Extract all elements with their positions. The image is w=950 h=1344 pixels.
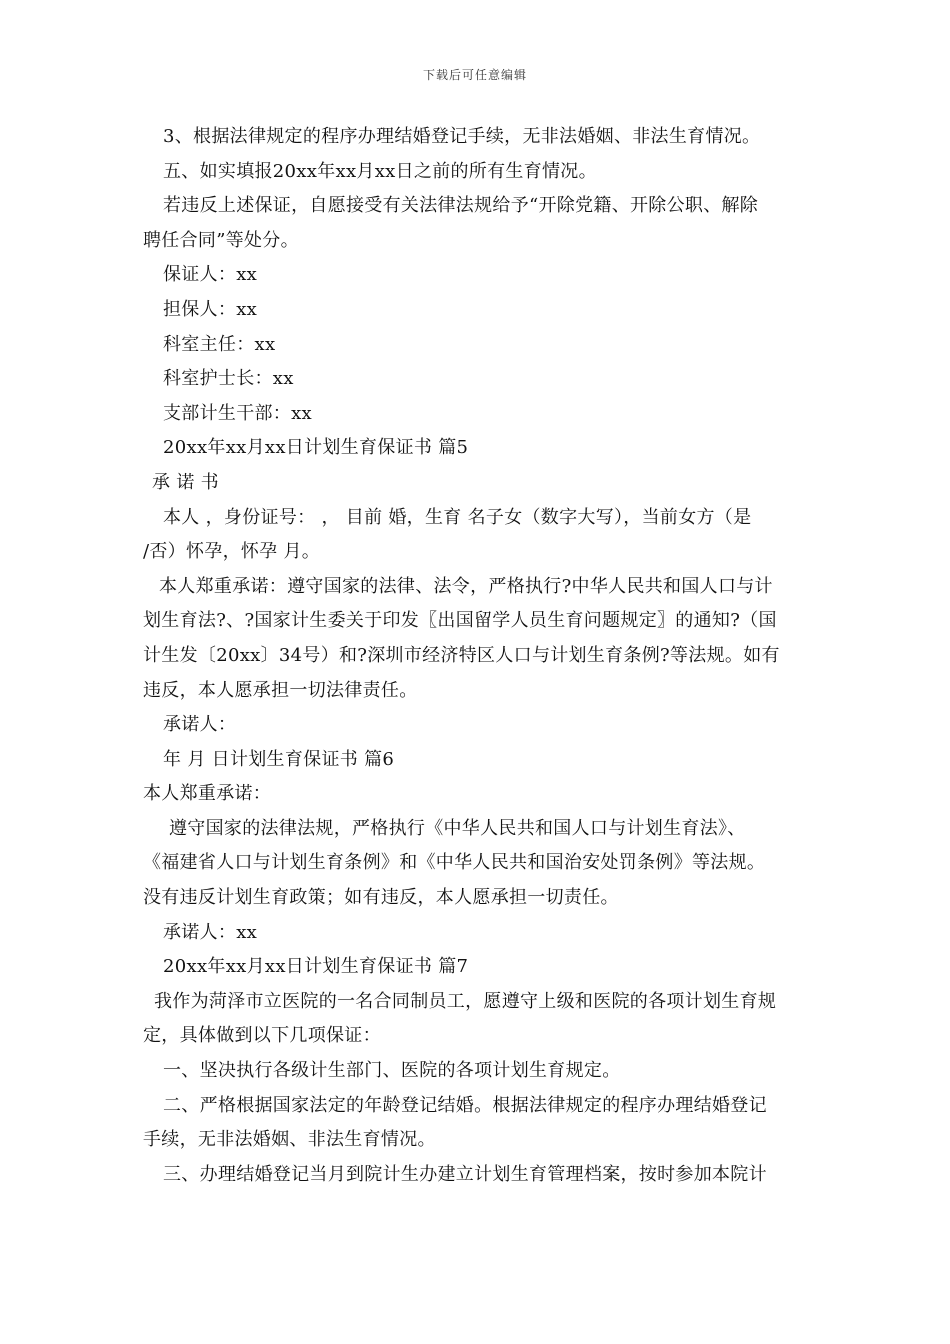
signature-line: 保证人：xx <box>163 264 258 286</box>
section-title: 承 诺 书 <box>152 471 219 493</box>
signature-line: 支部计生干部：xx <box>163 402 313 424</box>
paragraph-line: 划生育法?、?国家计生委关于印发〖出国留学人员生育问题规定〗的通知?（国 <box>143 610 777 632</box>
paragraph-line: /否）怀孕，怀孕 月。 <box>143 541 321 563</box>
paragraph-line: 定，具体做到以下几项保证： <box>143 1025 381 1047</box>
document-body <box>143 120 811 1192</box>
paragraph-line: 计生发〔20xx〕34号）和?深圳市经济特区人口与计划生育条例?等法规。如有 <box>143 644 780 666</box>
section-heading: 20xx年xx月xx日计划生育保证书 篇5 <box>163 437 469 459</box>
section-heading: 年 月 日计划生育保证书 篇6 <box>163 748 395 770</box>
paragraph-line: 五、如实填报20xx年xx月xx日之前的所有生育情况。 <box>163 160 597 182</box>
paragraph-line: 手续，无非法婚姻、非法生育情况。 <box>143 1129 436 1151</box>
paragraph-line: 本人郑重承诺： <box>143 783 272 805</box>
signature-line: 科室主任：xx <box>163 333 276 355</box>
section-heading: 20xx年xx月xx日计划生育保证书 篇7 <box>163 956 469 978</box>
paragraph-line: 一、坚决执行各级计生部门、医院的各项计划生育规定。 <box>163 1060 621 1082</box>
paragraph-line: 违反，本人愿承担一切法律责任。 <box>143 679 418 701</box>
signature-line: 承诺人：xx <box>163 921 258 943</box>
paragraph-line: 遵守国家的法律法规，严格执行《中华人民共和国人口与计划生育法》、 <box>169 817 746 839</box>
signature-line: 承诺人： <box>163 714 237 736</box>
paragraph-line: 没有违反计划生育政策；如有违反，本人愿承担一切责任。 <box>143 887 619 909</box>
signature-line: 担保人：xx <box>163 298 258 320</box>
paragraph-line: 《福建省人口与计划生育条例》和《中华人民共和国治安处罚条例》等法规。 <box>143 852 766 874</box>
page-header-note: 下载后可任意编辑 <box>422 68 527 82</box>
paragraph-line: 3、根据法律规定的程序办理结婚登记手续，无非法婚姻、非法生育情况。 <box>163 126 761 147</box>
paragraph-line: 本人 ，身份证号： ， 目前 婚，生育 名子女（数字大写），当前女方（是 <box>163 506 752 528</box>
paragraph-line: 二、严格根据国家法定的年龄登记结婚。根据法律规定的程序办理结婚登记 <box>163 1094 767 1116</box>
paragraph-line: 本人郑重承诺：遵守国家的法律、法令，严格执行?中华人民共和国人口与计 <box>159 575 773 597</box>
paragraph-line: 三、办理结婚登记当月到院计生办建立计划生育管理档案，按时参加本院计 <box>163 1163 767 1185</box>
paragraph-line: 聘任合同”等处分。 <box>143 229 299 251</box>
signature-line: 科室护士长：xx <box>163 368 294 390</box>
paragraph-line: 我作为菏泽市立医院的一名合同制员工，愿遵守上级和医院的各项计划生育规 <box>154 990 777 1012</box>
paragraph-line: 若违反上述保证，自愿接受有关法律法规给予“开除党籍、开除公职、解除 <box>163 195 759 217</box>
